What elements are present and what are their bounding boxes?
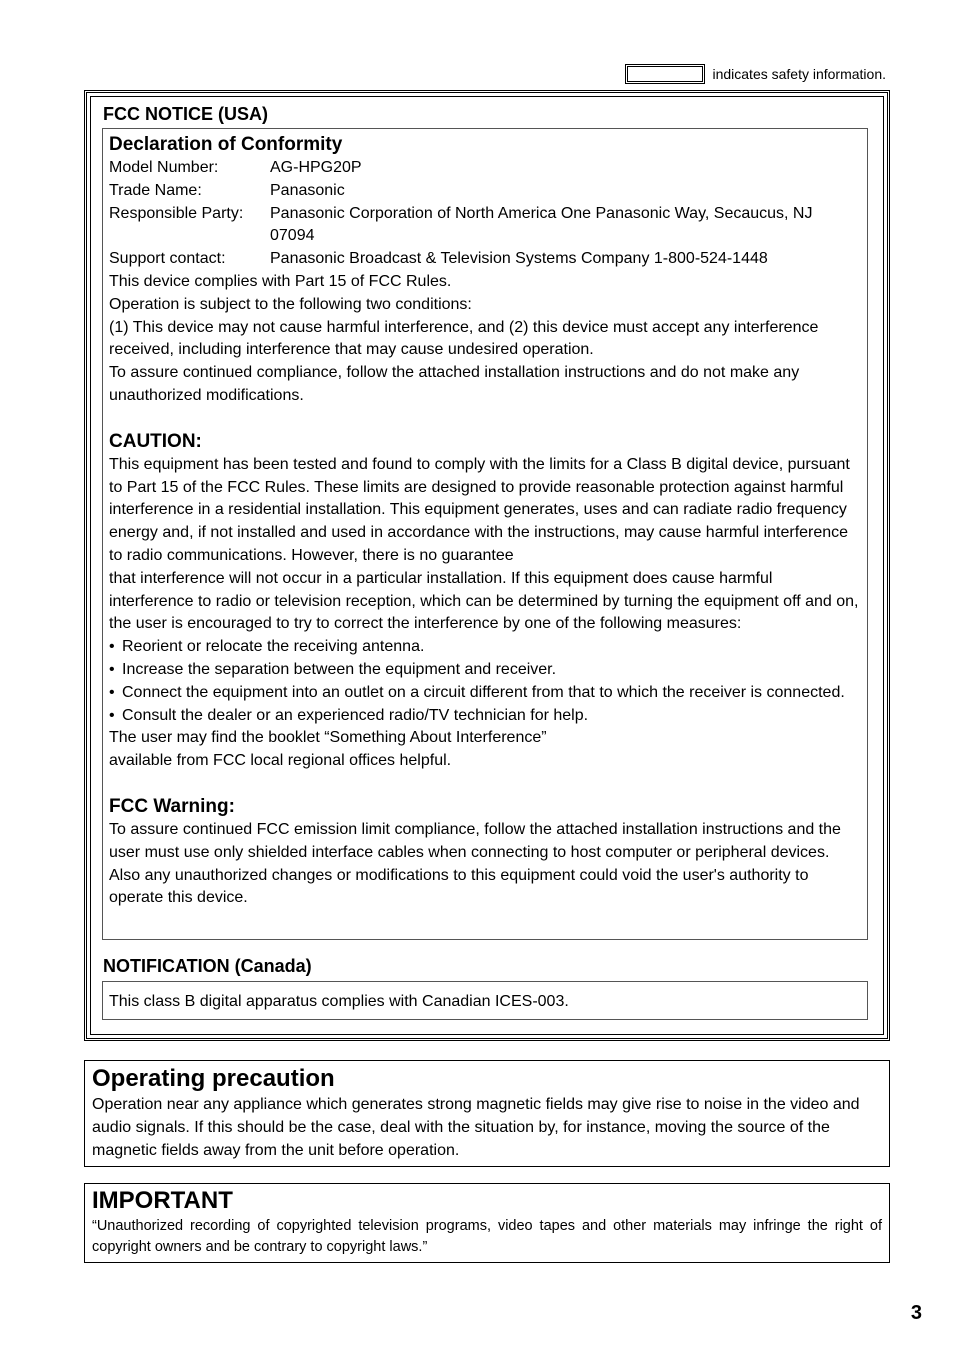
fcc-notice-frame bbox=[84, 90, 890, 1041]
caution-bullet bbox=[109, 636, 861, 659]
field-label: Support contact: bbox=[109, 250, 226, 268]
important-title: IMPORTANT bbox=[92, 1187, 233, 1214]
canada-notification-box bbox=[102, 981, 868, 1020]
conditions-text: (1) This device may not cause harmful interference, and (2) this device must accept any interference received, including interference that may cause undesired operation. bbox=[109, 318, 819, 359]
field-value: Panasonic Broadcast & Television Systems Company 1-800-524-1448 bbox=[270, 250, 768, 268]
canada-notification-title: NOTIFICATION (Canada) bbox=[103, 956, 312, 976]
field-trade-name bbox=[109, 180, 861, 203]
fcc-warning-title: FCC Warning: bbox=[109, 795, 235, 817]
bullet-dot: • bbox=[109, 638, 115, 656]
conditions-intro: Operation is subject to the following two conditions: bbox=[109, 295, 472, 313]
caution-bullet bbox=[109, 682, 861, 705]
field-model-number bbox=[109, 157, 861, 180]
bullet-text: Consult the dealer or an experienced radio/TV technician for help. bbox=[122, 706, 589, 724]
field-label: Model Number: bbox=[109, 159, 219, 176]
fcc-warning-text: To assure continued FCC emission limit compliance, follow the attached installation instructions and the user must use only shielded interface cables when connecting to host computer or peripheral devices. Also any unauthorized changes or modifications to this equipment could void the user's authority to operate this device. bbox=[109, 820, 841, 907]
canada-notification-text: This class B digital apparatus complies with Canadian ICES-003. bbox=[109, 993, 569, 1010]
bullet-dot: • bbox=[109, 683, 115, 701]
important-text: “Unauthorized recording of copyrighted television programs, video tapes and other materials may infringe the right of copyright owners and be contrary to copyright laws.” bbox=[92, 1218, 882, 1255]
page-number: 3 bbox=[910, 1302, 922, 1324]
caution-title: CAUTION: bbox=[109, 430, 202, 452]
operating-precaution-title: Operating precaution bbox=[92, 1065, 335, 1092]
caution-paragraph-1: This equipment has been tested and found to comply with the limits for a Class B digital device, pursuant to Part 15 of the FCC Rules. These limits are designed to provide reasonable protection against harmful interference in a residential installation. This equipment generates, uses and can radiate radio frequency energy and, if not installed and used in accordance with the instructions, may cause harmful interference to radio communications. However, there is no guarantee bbox=[109, 455, 850, 564]
bullet-dot: • bbox=[109, 706, 115, 724]
booklet-line-2: available from FCC local regional offices helpful. bbox=[109, 752, 452, 770]
continued-compliance-text: To assure continued compliance, follow the attached installation instructions and do not make any unauthorized modifications. bbox=[109, 364, 800, 404]
fcc-notice-title: FCC NOTICE (USA) bbox=[103, 104, 268, 124]
safety-legend bbox=[625, 64, 886, 84]
operating-precaution-box bbox=[84, 1060, 890, 1167]
bullet-text: Increase the separation between the equipment and receiver. bbox=[122, 660, 557, 678]
operating-precaution-text: Operation near any appliance which generates strong magnetic fields may give rise to noise in the video and audio signals. If this should be the case, deal with the situation by, for instance, moving the source of the magnetic fields away from the unit before operation. bbox=[92, 1096, 860, 1159]
bullet-dot: • bbox=[109, 660, 115, 678]
declaration-box bbox=[102, 128, 868, 940]
bullet-text: Connect the equipment into an outlet on a circuit different from that to which the receiver is connected. bbox=[122, 683, 845, 701]
caution-paragraph-2: that interference will not occur in a particular installation. If this equipment does cause harmful interference to radio or television reception, which can be determined by turning the equipment off and on, the user is encouraged to try to correct the interference by one of the following measures: bbox=[109, 569, 859, 633]
field-responsible-party bbox=[109, 203, 861, 249]
field-label: Trade Name: bbox=[109, 181, 202, 199]
compliance-line: This device complies with Part 15 of FCC Rules. bbox=[109, 272, 452, 290]
safety-legend-text: indicates safety information. bbox=[712, 66, 886, 82]
caution-bullet bbox=[109, 659, 861, 682]
field-value: AG-HPG20P bbox=[270, 159, 362, 176]
bullet-text: Reorient or relocate the receiving antenna. bbox=[122, 638, 425, 656]
booklet-line-1: The user may find the booklet “Something About Interference” bbox=[109, 729, 547, 747]
important-box bbox=[84, 1183, 890, 1263]
field-value: Panasonic bbox=[270, 181, 345, 199]
safety-symbol-box bbox=[625, 64, 705, 84]
field-value: Panasonic Corporation of North America One Panasonic Way, Secaucus, NJ 07094 bbox=[270, 204, 813, 245]
declaration-title: Declaration of Conformity bbox=[109, 134, 343, 155]
caution-bullet bbox=[109, 705, 861, 728]
field-label: Responsible Party: bbox=[109, 204, 244, 222]
field-support-contact bbox=[109, 248, 861, 271]
